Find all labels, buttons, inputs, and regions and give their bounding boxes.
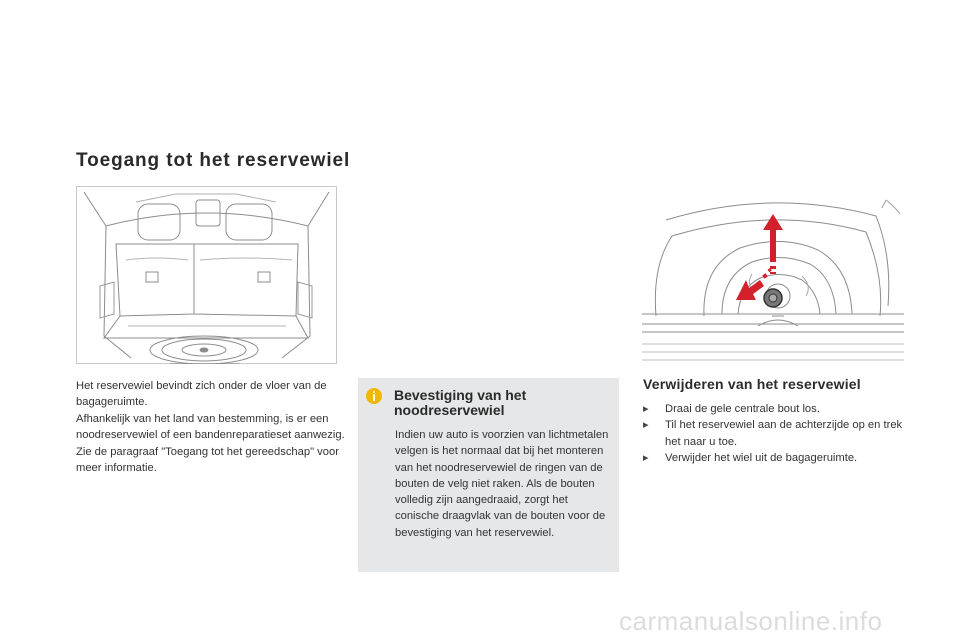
list-item — [643, 450, 905, 466]
section-title-removal: Verwijderen van het reservewiel — [643, 376, 861, 392]
step-text: Draai de gele centrale bout los. — [665, 403, 820, 415]
step-text: Til het reservewiel aan de achterzijde op en trek het naar u toe. — [665, 419, 903, 448]
bullet-icon: ▸ — [643, 403, 649, 415]
watermark: carmanualsonline.info — [619, 606, 883, 636]
bullet-icon: ▸ — [643, 419, 649, 432]
intro-line: Afhankelijk van het land van bestemming, is er een noodreservewiel of een bandenreparatieset aanwezig. — [76, 412, 345, 442]
intro-text — [76, 378, 348, 476]
trunk-illustration — [76, 186, 337, 364]
removal-steps — [643, 401, 905, 466]
spare-wheel-illustration — [642, 196, 904, 368]
step-text: Verwijder het wiel uit de bagageruimte. — [665, 451, 858, 464]
page-title: Toegang tot het reservewiel — [76, 150, 351, 171]
info-box — [358, 378, 619, 572]
list-item — [643, 417, 905, 450]
info-icon — [366, 388, 382, 404]
info-box-title: Bevestiging van het noodreservewiel — [394, 387, 527, 418]
list-item — [643, 401, 905, 417]
info-box-body: Indien uw auto is voorzien van lichtmetalen velgen is het normaal dat bij het monteren van het noodreservewiel de ringen van de bouten de velg niet raken. Als de bouten volledig zijn aangedraaid, zorgt het conische draagvlak van de bouten voor de bevestiging van het reservewiel. — [395, 429, 609, 539]
intro-line: Het reservewiel bevindt zich onder de vloer van de bagageruimte. — [76, 380, 327, 409]
bullet-icon: ▸ — [643, 451, 649, 464]
intro-line: Zie de paragraaf "Toegang tot het gereedschap" voor meer informatie. — [76, 445, 339, 475]
